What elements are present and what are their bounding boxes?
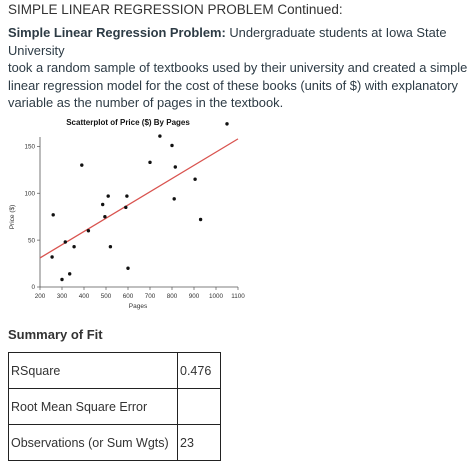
fit-line-group	[40, 139, 238, 258]
data-point	[125, 194, 128, 197]
data-point	[64, 240, 67, 243]
y-axis-label: Price ($)	[9, 204, 16, 230]
x-tick-label: 500	[100, 293, 112, 300]
data-point	[170, 144, 173, 147]
data-point	[103, 215, 106, 218]
data-point	[80, 163, 83, 166]
problem-line-1	[8, 24, 470, 59]
chart-axes	[24, 137, 245, 300]
x-tick-label: 400	[78, 293, 90, 300]
data-point	[109, 245, 112, 248]
x-tick-label: 200	[34, 293, 46, 300]
y-tick-label: 100	[24, 190, 35, 198]
data-point	[126, 267, 129, 270]
x-tick-label: 900	[188, 293, 200, 300]
data-point	[101, 203, 104, 206]
summary-of-fit-table	[8, 352, 221, 461]
data-point	[148, 161, 151, 164]
scatterplot-chart	[0, 112, 260, 317]
data-point	[193, 177, 196, 180]
data-point	[173, 197, 176, 200]
table-row	[9, 389, 221, 425]
table-row	[9, 425, 221, 461]
problem-line-4: variable as the number of pages in the textbook.	[8, 95, 284, 110]
regression-line	[40, 139, 238, 258]
data-point	[50, 255, 53, 258]
x-tick-label: 1000	[208, 293, 224, 300]
data-point	[199, 218, 202, 221]
data-point	[107, 194, 110, 197]
problem-label: Simple Linear Regression Problem:	[8, 25, 226, 40]
y-tick-label: 150	[24, 143, 35, 151]
chart-title: Scatterplot of Price ($) By Pages	[66, 118, 190, 127]
page-heading: SIMPLE LINEAR REGRESSION PROBLEM Continued:	[8, 2, 343, 17]
data-point	[52, 213, 55, 216]
data-point	[174, 165, 177, 168]
x-axis-label: Pages	[128, 303, 148, 310]
x-tick-label: 600	[122, 293, 134, 300]
observations-value: 23	[178, 425, 221, 461]
problem-line-3: linear regression model for the cost of these books (units of $) with explanatory	[8, 77, 458, 93]
data-point	[68, 272, 71, 275]
y-tick-label: 50	[27, 237, 35, 245]
problem-line-1-text: Undergraduate students at Iowa State University	[8, 25, 447, 58]
x-tick-label: 700	[144, 293, 156, 300]
data-point	[124, 206, 127, 209]
x-tick-label: 800	[166, 293, 178, 300]
rmse-label: Root Mean Square Error	[9, 389, 178, 425]
problem-statement	[8, 24, 470, 112]
x-tick-label: 300	[56, 293, 68, 300]
observations-label: Observations (or Sum Wgts)	[9, 425, 178, 461]
y-tick-label: 0	[31, 284, 35, 292]
problem-line-2: took a random sample of textbooks used by their university and created a simple	[8, 60, 468, 75]
data-point	[225, 122, 228, 125]
data-point	[60, 278, 63, 281]
data-point	[158, 134, 161, 137]
data-point	[87, 229, 90, 232]
data-point	[72, 245, 75, 248]
table-row	[9, 353, 221, 389]
rsquare-value: 0.476	[178, 353, 221, 389]
x-tick-label: 1100	[231, 293, 245, 300]
rsquare-label: RSquare	[9, 353, 178, 389]
rmse-value	[178, 389, 221, 425]
summary-of-fit-heading: Summary of Fit	[8, 327, 103, 342]
points-group	[50, 122, 228, 281]
